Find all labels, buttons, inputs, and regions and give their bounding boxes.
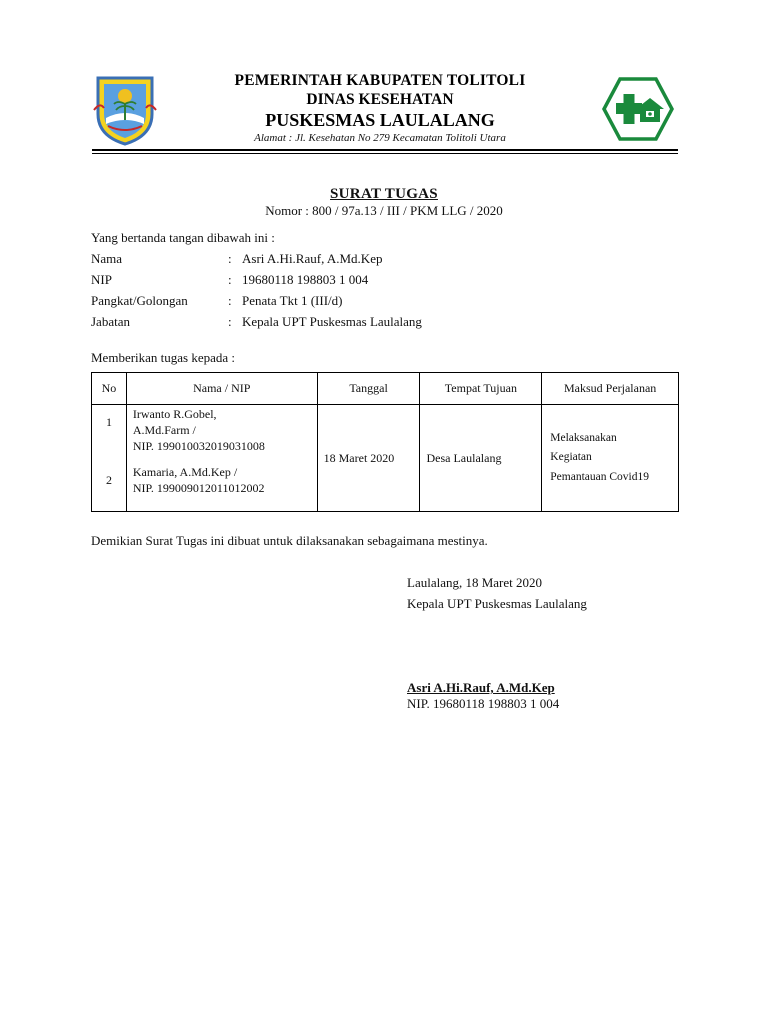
identity-colon: : — [228, 293, 232, 308]
identity-value: 19680118 198803 1 004 — [242, 272, 369, 287]
header-nama-nip: Nama / NIP — [126, 373, 317, 405]
header-no: No — [92, 373, 127, 405]
signer-name: Asri A.Hi.Rauf, A.Md.Kep — [407, 680, 555, 695]
purpose-line: Kegiatan — [550, 451, 592, 464]
identity-colon: : — [228, 272, 232, 287]
header-tanggal: Tanggal — [317, 373, 420, 405]
assignment-table — [91, 372, 679, 512]
signer-nip: NIP. 19680118 198803 1 004 — [407, 696, 560, 711]
person1-name: Irwanto R.Gobel, — [132, 407, 217, 421]
identity-label: Pangkat/Golongan — [91, 293, 188, 308]
letterhead-institution: PUSKESMAS LAULALANG — [265, 110, 495, 130]
letterhead-department: DINAS KESEHATAN — [306, 91, 454, 108]
document-title: SURAT TUGAS — [330, 186, 438, 202]
cell-tanggal: 18 Maret 2020 — [317, 405, 420, 512]
person1-nip: NIP. 199010032019031008 — [132, 439, 265, 453]
letterhead-government: PEMERINTAH KABUPATEN TOLITOLI — [234, 72, 526, 89]
intro-text: Yang bertanda tangan dibawah ini : — [91, 230, 275, 245]
header-tempat-tujuan: Tempat Tujuan — [420, 373, 542, 405]
identity-colon: : — [228, 314, 232, 329]
puskesmas-cross-house-icon — [602, 76, 674, 142]
cell-maksud-perjalanan — [542, 405, 679, 512]
row-number: 2 — [105, 473, 112, 487]
letterhead-rule-thick — [92, 149, 678, 151]
identity-value: Asri A.Hi.Rauf, A.Md.Kep — [242, 251, 383, 266]
letterhead-rule-thin — [92, 153, 678, 154]
person1-title: A.Md.Farm / — [132, 423, 196, 437]
identity-label: NIP — [91, 272, 112, 287]
cell-tempat-tujuan: Desa Laulalang — [420, 405, 542, 512]
header-maksud-perjalanan: Maksud Perjalanan — [542, 373, 679, 405]
purpose-line: Melaksanakan — [550, 431, 617, 444]
table-header-row — [92, 373, 679, 405]
document-number: Nomor : 800 / 97a.13 / III / PKM LLG / 2020 — [265, 203, 503, 218]
person2-nip: NIP. 199009012011012002 — [132, 481, 265, 495]
identity-label: Nama — [91, 251, 123, 266]
purpose-line: Pemantauan Covid19 — [550, 470, 649, 483]
identity-label: Jabatan — [91, 314, 130, 329]
signer-position: Kepala UPT Puskesmas Laulalang — [407, 596, 587, 611]
assign-intro-text: Memberikan tugas kepada : — [91, 350, 236, 365]
place-date: Laulalang, 18 Maret 2020 — [407, 575, 543, 590]
identity-colon: : — [228, 251, 232, 266]
letterhead-address: Alamat : Jl. Kesehatan No 279 Kecamatan Tolitoli Utara — [254, 132, 506, 144]
identity-value: Penata Tkt 1 (III/d) — [242, 293, 343, 308]
cell-numbers — [92, 405, 127, 512]
cell-nama-nip — [126, 405, 317, 512]
closing-text: Demikian Surat Tugas ini dibuat untuk dilaksanakan sebagaimana mestinya. — [91, 533, 488, 548]
regency-emblem-icon — [92, 74, 158, 146]
person2-name: Kamaria, A.Md.Kep / — [132, 465, 238, 479]
table-row — [92, 405, 679, 512]
row-number: 1 — [105, 415, 112, 429]
identity-value: Kepala UPT Puskesmas Laulalang — [242, 314, 422, 329]
